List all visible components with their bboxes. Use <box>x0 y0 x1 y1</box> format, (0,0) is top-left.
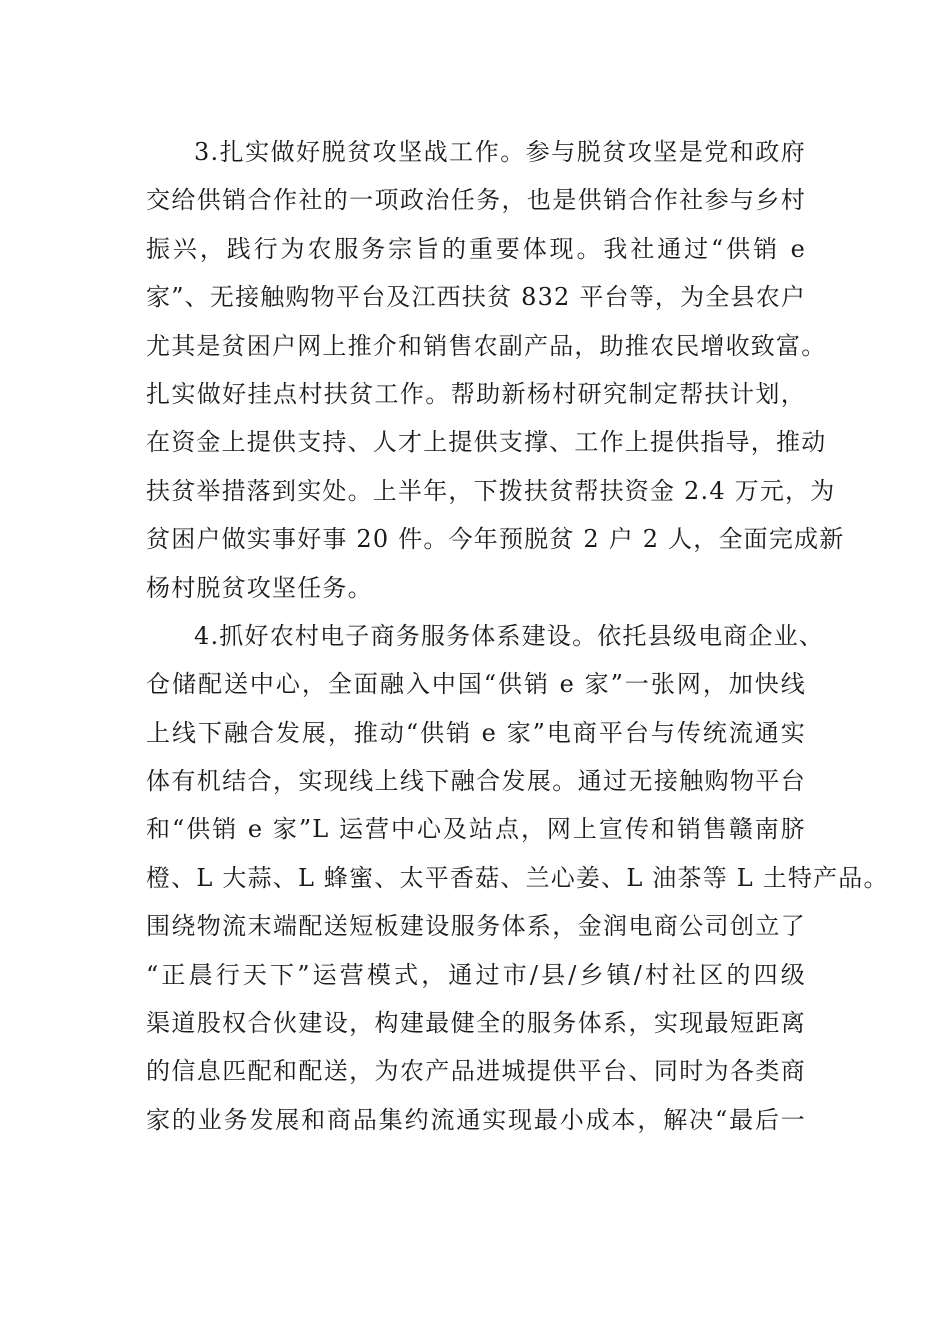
text-line: 杨村脱贫攻坚任务。 <box>146 573 373 602</box>
text-line: 贫困户做实事好事 20 件。今年预脱贫 2 户 2 人，全面完成新 <box>146 525 845 554</box>
text-line: 尤其是贫困户网上推介和销售农副产品，助推农民增收致富。 <box>146 331 827 360</box>
text-line: 上线下融合发展，推动“供销 e 家”电商平台与传统流通实 <box>146 718 806 747</box>
text-line: 交给供销合作社的一项政治任务，也是供销合作社参与乡村 <box>146 186 806 215</box>
text-line: 体有机结合，实现线上线下融合发展。通过无接触购物平台 <box>146 767 806 796</box>
text-line: 和“供销 e 家”L 运营中心及站点，网上宣传和销售赣南脐 <box>146 815 806 844</box>
paragraph-poverty-alleviation <box>146 128 845 612</box>
paragraph-ecommerce <box>146 612 889 1144</box>
text-line: 4.抓好农村电子商务服务体系建设。依托县级电商企业、 <box>194 621 825 650</box>
text-line: 在资金上提供支持、人才上提供支撑、工作上提供指导，推动 <box>146 428 827 457</box>
text-line: 振兴，践行为农服务宗旨的重要体现。我社通过“供销 e <box>146 234 806 263</box>
text-line: 仓储配送中心，全面融入中国“供销 e 家”一张网，加快线 <box>146 670 806 699</box>
text-line: 3.扎实做好脱贫攻坚战工作。参与脱贫攻坚是党和政府 <box>194 138 806 166</box>
text-line: 家”、无接触购物平台及江西扶贫 832 平台等，为全县农户 <box>146 283 807 312</box>
text-line: 扎实做好挂点村扶贫工作。帮助新杨村研究制定帮扶计划， <box>146 379 806 408</box>
text-line: 扶贫举措落到实处。上半年，下拨扶贫帮扶资金 2.4 万元，为 <box>146 476 836 505</box>
text-line: 家的业务发展和商品集约流通实现最小成本，解决“最后一 <box>146 1105 806 1134</box>
text-line: 橙、L 大蒜、L 蜂蜜、太平香菇、兰心姜、L 油茶等 L 土特产品。 <box>146 863 889 892</box>
document-body <box>146 128 889 1144</box>
text-line: 围绕物流末端配送短板建设服务体系，金润电商公司创立了 <box>146 912 806 941</box>
text-line: “正晨行天下”运营模式，通过市/县/乡镇/村社区的四级 <box>146 960 806 989</box>
text-line: 渠道股权合伙建设，构建最健全的服务体系，实现最短距离 <box>146 1009 806 1038</box>
text-line: 的信息匹配和配送，为农产品进城提供平台、同时为各类商 <box>146 1057 806 1086</box>
